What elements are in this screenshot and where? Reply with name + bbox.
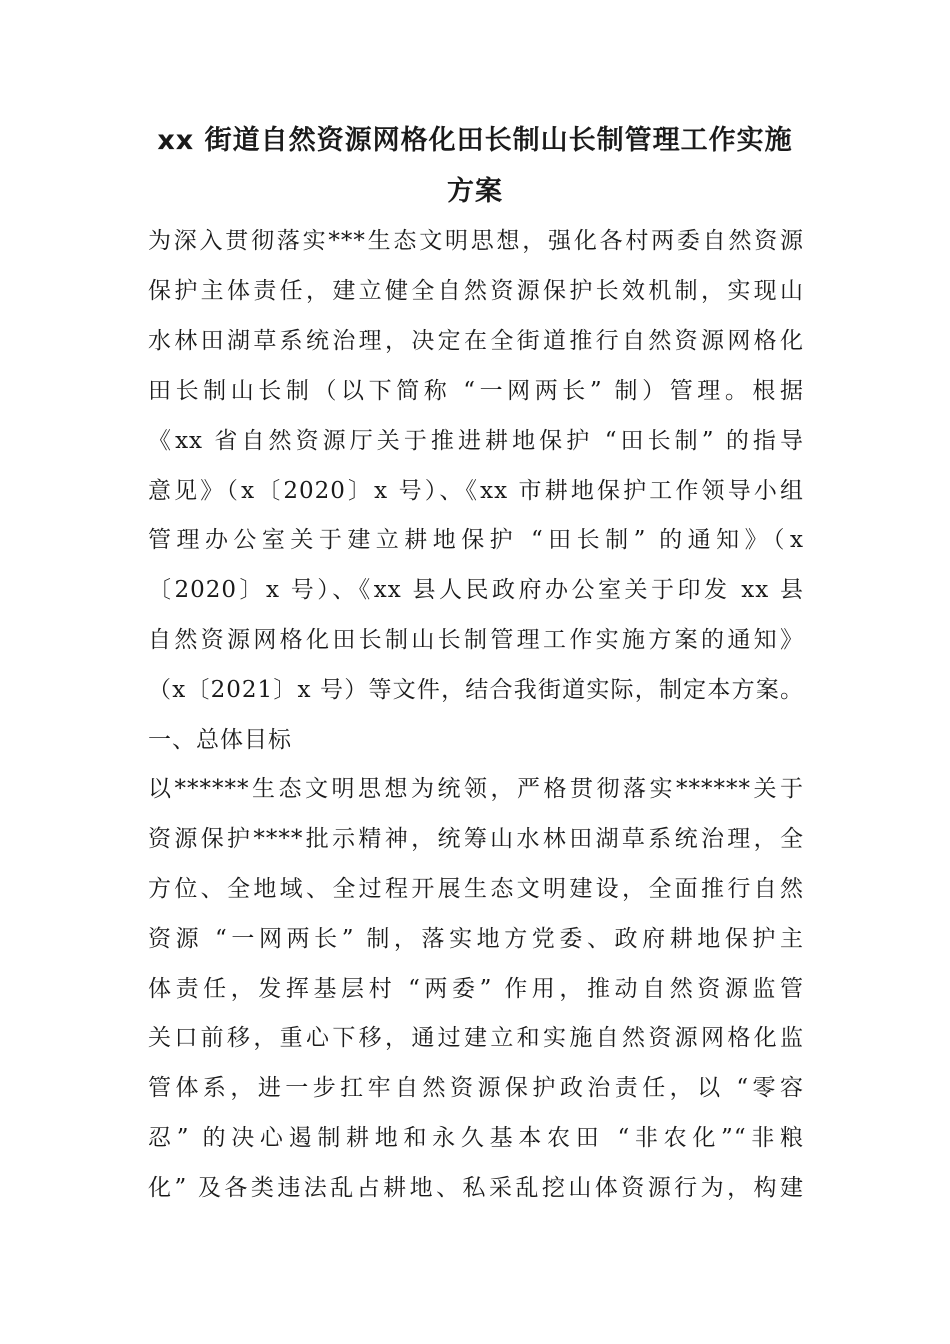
paragraph-line: 忍” 的决心遏制耕地和永久基本农田 “非农化”“非粮 bbox=[148, 1125, 804, 1151]
paragraph-line: 管体系，进一步扛牢自然资源保护政治责任，以 “零容 bbox=[148, 1075, 804, 1101]
paragraph-line: 关口前移，重心下移，通过建立和实施自然资源网格化监 bbox=[148, 1025, 804, 1051]
paragraph-line: 自然资源网格化田长制山长制管理工作实施方案的通知》 bbox=[148, 627, 804, 653]
paragraph-line: 资源 “一网两长” 制，落实地方党委、政府耕地保护主 bbox=[148, 926, 804, 952]
paragraph-line: （x〔2021〕x 号）等文件，结合我街道实际，制定本方案。 bbox=[148, 677, 804, 703]
section-heading: 一、总体目标 bbox=[148, 727, 292, 753]
document-title-line-1: xx 街道自然资源网格化田长制山长制管理工作实施 bbox=[157, 125, 793, 156]
paragraph-line: 《xx 省自然资源厅关于推进耕地保护 “田长制” 的指导 bbox=[148, 428, 804, 454]
paragraph-line: 田长制山长制（以下简称 “一网两长” 制）管理。根据 bbox=[148, 378, 804, 404]
paragraph-line: 以******生态文明思想为统领，严格贯彻落实******关于 bbox=[148, 776, 804, 802]
paragraph-line: 化” 及各类违法乱占耕地、私采乱挖山体资源行为，构建 bbox=[148, 1175, 804, 1201]
paragraph-line: 资源保护****批示精神，统筹山水林田湖草系统治理，全 bbox=[148, 826, 804, 852]
paragraph-line: 体责任，发挥基层村 “两委” 作用，推动自然资源监管 bbox=[148, 976, 804, 1002]
document-title-line-2: 方案 bbox=[447, 176, 503, 207]
paragraph-line: 管理办公室关于建立耕地保护 “田长制” 的通知》（x bbox=[148, 527, 804, 553]
paragraph-line: 方位、全地域、全过程开展生态文明建设，全面推行自然 bbox=[148, 876, 804, 902]
paragraph-line: 〔2020〕x 号）、《xx 县人民政府办公室关于印发 xx 县 bbox=[148, 577, 804, 603]
paragraph-line: 水林田湖草系统治理，决定在全街道推行自然资源网格化 bbox=[148, 328, 804, 354]
paragraph-line: 意见》（x〔2020〕x 号）、《xx 市耕地保护工作领导小组 bbox=[148, 478, 804, 504]
paragraph-line: 为深入贯彻落实***生态文明思想，强化各村两委自然资源 bbox=[148, 228, 804, 254]
paragraph-line: 保护主体责任，建立健全自然资源保护长效机制，实现山 bbox=[148, 278, 804, 304]
